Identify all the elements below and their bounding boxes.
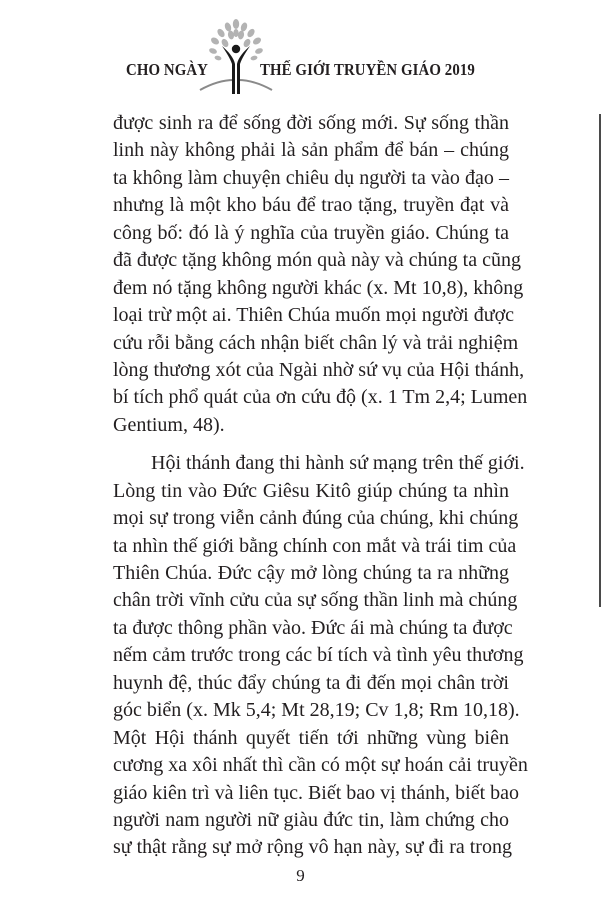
text-line: nếm cảm trước trong các bí tích và tình yêu thương <box>113 644 524 667</box>
text-line: công bố: đó là ý nghĩa của truyền giáo. Chúng ta <box>113 221 509 244</box>
text-line: Thiên Chúa. Đức cậy mở lòng chúng ta ra những <box>113 562 509 584</box>
header-left-text: CHO NGÀY <box>126 60 208 79</box>
text-line: góc biển (x. Mk 5,4; Mt 28,19; Cv 1,8; Rm 10,18). <box>113 699 520 722</box>
text-line: cương xa xôi nhất thì cần có một sự hoán cải truyền <box>113 754 528 777</box>
body-text <box>113 110 528 862</box>
paragraph <box>113 110 528 439</box>
text-line: ta không làm chuyện chiêu dụ người ta vào đạo – <box>113 166 509 189</box>
text-line: sự thật rằng sự mở rộng vô hạn này, sự đi ra trong <box>113 836 512 859</box>
logo-ground-right <box>238 80 272 90</box>
text-line: bí tích phổ quát của ơn cứu độ (x. 1 Tm 2,4; Lumen <box>113 386 528 409</box>
text-line: loại trừ một ai. Thiên Chúa muốn mọi người được <box>113 304 515 327</box>
tree-person-icon <box>198 18 274 94</box>
text-line: đã được tặng không món quà này và chúng ta cũng <box>113 249 521 272</box>
text-line: Hội thánh đang thi hành sứ mạng trên thế giới. <box>151 452 525 475</box>
text-line: ta được thông phần vào. Đức ái mà chúng ta được <box>113 616 513 639</box>
text-line: giáo kiên trì và liên tục. Biết bao vị thánh, biết bao <box>113 781 520 804</box>
text-line: lòng thương xót của Ngài nhờ sứ vụ của Hội thánh, <box>113 358 525 381</box>
text-line: cứu rỗi bằng cách nhận biết chân lý và trải nghiệm <box>113 331 519 354</box>
logo-leaves <box>208 19 263 61</box>
text-line: được sinh ra để sống đời sống mới. Sự sống thần <box>113 112 509 134</box>
header-right-text: THẾ GIỚI TRUYỀN GIÁO 2019 <box>260 60 475 79</box>
text-line: ta nhìn thế giới bằng chính con mắt và trái tim của <box>113 534 517 557</box>
page-number: 9 <box>296 866 305 885</box>
text-line: đem nó tặng không người khác (x. Mt 10,8), không <box>113 276 524 299</box>
text-line: huynh đệ, thúc đẩy chúng ta đi đến mọi chân trời <box>113 671 509 694</box>
running-header <box>0 18 601 98</box>
paragraph <box>113 450 528 862</box>
text-line: Gentium, 48). <box>113 413 225 436</box>
text-line: Lòng tin vào Đức Giêsu Kitô giúp chúng ta nhìn <box>113 479 509 502</box>
text-line: linh này không phải là sản phẩm để bán – chúng <box>113 139 509 162</box>
text-line: chân trời vĩnh cửu của sự sống thần linh mà chúng <box>113 589 518 612</box>
logo-ground-left <box>200 80 234 90</box>
text-line: Một Hội thánh quyết tiến tới những vùng biên <box>113 726 509 749</box>
text-line: người nam người nữ giàu đức tin, làm chứng cho <box>113 808 509 831</box>
logo-figure <box>222 45 250 94</box>
text-line: mọi sự trong viễn cảnh đúng của chúng, khi chúng <box>113 507 519 530</box>
text-line: nhưng là một kho báu để trao tặng, truyền đạt và <box>113 194 509 217</box>
paragraph-gap <box>113 439 509 450</box>
